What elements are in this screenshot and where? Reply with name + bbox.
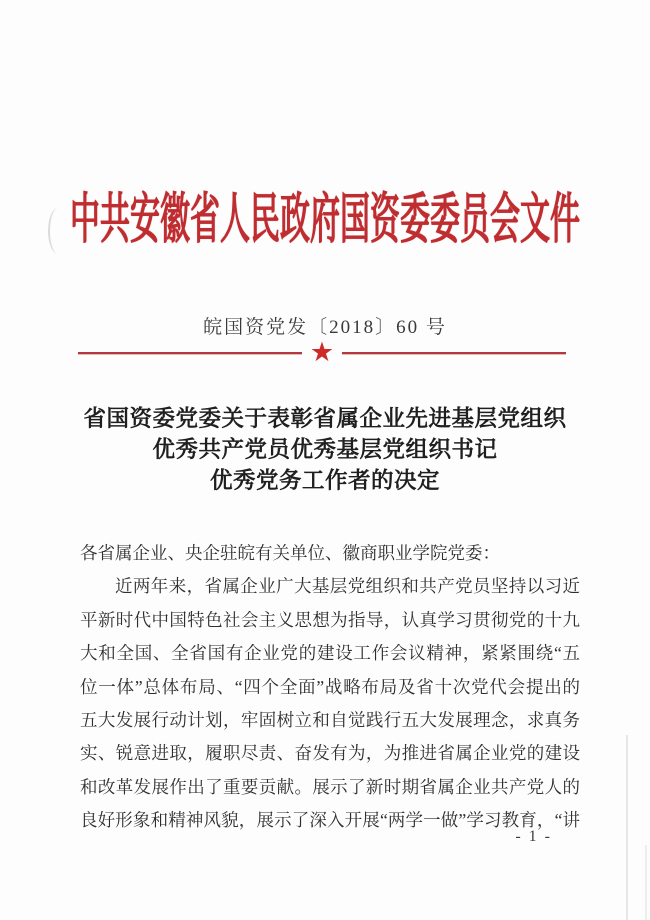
divider-line-left <box>78 352 302 354</box>
title-line-1: 省国资委党委关于表彰省属企业先进基层党组织 <box>83 406 567 431</box>
title-line-3: 优秀党务工作者的决定 <box>209 468 440 493</box>
body-line: 良好形象和精神风貌，展示了深入开展“两学一做”学习教育，“讲 <box>80 810 580 831</box>
title-line-2: 优秀共产党员优秀基层党组织书记 <box>152 437 498 462</box>
body-line: 和改革发展作出了重要贡献。展示了新时期省属企业共产党人的 <box>80 776 580 797</box>
body-line: 五大发展行动计划，牢固树立和自觉践行五大发展理念，求真务 <box>80 710 580 731</box>
body-line: 大和全国、全省国有企业党的建设工作会议精神，紧紧围绕“五 <box>80 643 580 664</box>
red-star-icon: ★ <box>309 336 335 367</box>
letterhead <box>0 190 650 251</box>
red-divider <box>78 338 566 368</box>
page-edge-line <box>626 735 628 920</box>
document-title <box>75 403 575 496</box>
letterhead-title-text: 中共安徽省人民政府国资委委员会文件 <box>70 190 580 251</box>
body-line: 实、锐意进取，履职尽责、奋发有为，为推进省属企业党的建设 <box>80 743 580 764</box>
body-line: 位一体”总体布局、“四个全面”战略布局及省十次党代会提出的 <box>80 676 580 697</box>
document-body <box>80 537 580 838</box>
body-line: 平新时代中国特色社会主义思想为指导，认真学习贯彻党的十九 <box>80 609 580 630</box>
document-number: 皖国资党发〔2018〕60 号 <box>203 317 447 338</box>
body-line: 近两年来，省属企业广大基层党组织和共产党员坚持以习近 <box>115 576 580 597</box>
divider-line-right <box>342 352 566 354</box>
page-number: - 1 - <box>515 828 552 845</box>
salutation-line: 各省属企业、央企驻皖有关单位、徽商职业学院党委： <box>80 543 500 563</box>
page-edge-line-outer <box>645 845 647 920</box>
